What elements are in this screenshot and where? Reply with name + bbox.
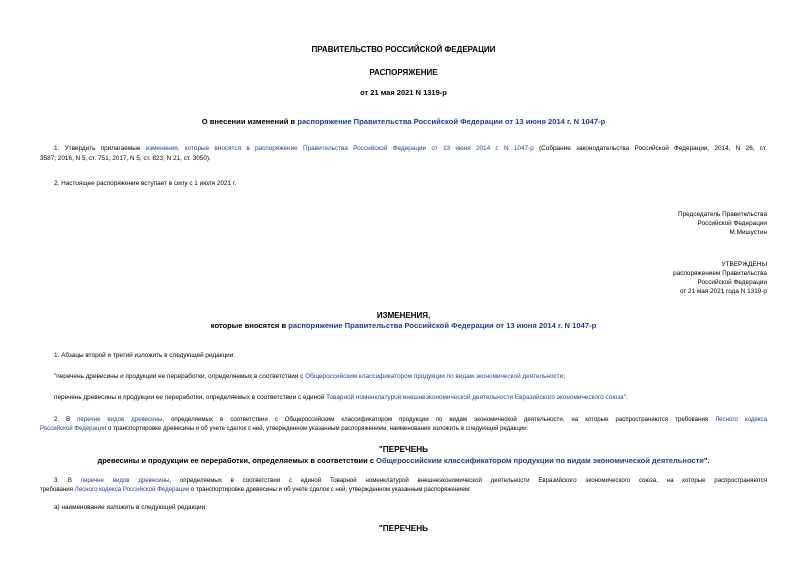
change-1-para-b <box>54 394 628 402</box>
government-name: ПРАВИТЕЛЬСТВО РОССИЙСКОЙ ФЕДЕРАЦИИ <box>311 45 496 54</box>
approval-line: Российской Федерации <box>697 279 767 286</box>
document-type: РАСПОРЯЖЕНИЕ <box>369 68 438 77</box>
change-3-line2-end: о транспортировке древесины и об учете сделок с ней, утвержденном указанным распоряжением: <box>189 486 471 493</box>
change-1b-link[interactable]: Товарной номенклатурой внешнеэкономической деятельности Евразийского экономического союза <box>326 394 624 401</box>
approval-line: УТВЕРЖДЕНЫ <box>721 261 767 268</box>
document-title <box>0 117 807 126</box>
signature-line: Председатель Правительства <box>678 211 767 218</box>
change-3-code-link[interactable]: Лесного кодекса Российской Федерации <box>74 486 190 493</box>
change-2-line2-text: о транспортировке древесины и об учете сделок с ней, утвержденном указанным распоряжением, наименование изложить в следующей редакции: <box>106 425 529 432</box>
change-1-para-a <box>54 373 565 381</box>
change-3 <box>54 477 767 485</box>
list-subtitle-suffix: ". <box>703 456 710 465</box>
signature-line: Российской Федерации <box>697 220 767 227</box>
change-3-text: 3. В <box>54 477 81 484</box>
approval-block <box>673 260 767 296</box>
change-2-line2 <box>40 425 528 433</box>
change-1a-end: ; <box>563 373 565 380</box>
change-1a-text: "перечень древесины и продукции ее переработки, определяемых в соответствии с <box>54 373 306 380</box>
change-3-line2 <box>40 486 471 494</box>
change-1a-link[interactable]: Общероссийским классификатором продукции по видам экономической деятельности <box>305 373 564 380</box>
change-2-link[interactable]: перечне видов древесины <box>77 416 163 423</box>
change-2-code-link-cont[interactable]: Российской Федерации <box>40 425 107 432</box>
change-3-text-cont: , определяемых в соответствии с единой Товарной номенклатурой внешнеэкономической деятельности Евразийского экономического союза, на которые распространяются <box>169 477 767 484</box>
p1-link[interactable]: изменения, которые вносятся в распоряжение Правительства Российской Федерации от 13 июня 2014 г. N 1047-р <box>145 145 534 152</box>
paragraph-2: 2. Настоящее распоряжение вступает в силу с 1 июля 2021 г. <box>54 180 237 187</box>
change-2-text-cont: , определяемых в соответствии с Общероссийским классификатором продукции по видам экономической деятельности, на которые распространяются требования <box>162 416 716 423</box>
bottom-heading: "ПЕРЕЧЕНЬ <box>378 524 429 533</box>
list-subtitle <box>0 456 807 465</box>
p1-text-cont: (Собрание законодательства Российской Федерации, 2014, N 26, ст. <box>533 145 767 152</box>
list-heading: "ПЕРЕЧЕНЬ <box>378 445 429 454</box>
signature-line: М.Мишустин <box>729 229 767 236</box>
changes-heading: ИЗМЕНЕНИЯ, <box>376 311 431 320</box>
paragraph-1-line2: 3587; 2016, N 5, ст. 751; 2017, N 5, ст. 823; N 21, ст. 3050). <box>40 155 211 162</box>
change-1b-end: ". <box>623 394 628 401</box>
title-link[interactable]: распоряжение Правительства Российской Федерации от 13 июня 2014 г. N 1047-р <box>297 117 606 126</box>
signature-block <box>678 210 767 237</box>
approval-line: распоряжением Правительства <box>673 270 767 277</box>
change-2-text: 2. В <box>54 416 78 423</box>
change-2-code-link[interactable]: Лесного кодекса <box>715 416 767 423</box>
paragraph-1 <box>54 145 767 153</box>
list-subtitle-link[interactable]: Общероссийским классификатором продукции по видам экономической деятельности <box>376 456 704 465</box>
change-1: 1. Абзацы второй и третий изложить в следующей редакции: <box>54 352 236 359</box>
title-prefix: О внесении изменений в <box>201 117 298 126</box>
changes-subtitle <box>0 321 807 330</box>
change-1b-text: перечень древесины и продукции ее переработки, определяемых в соответствии с единой <box>54 394 327 401</box>
change-3-link[interactable]: перечне видов древесины <box>80 477 170 484</box>
change-3-line2-text: требования <box>40 486 75 493</box>
p1-text: 1. Утвердить прилагаемые <box>54 145 146 152</box>
approval-line: от 21 мая 2021 года N 1319-р <box>679 288 767 295</box>
changes-subtitle-link[interactable]: распоряжение Правительства Российской Федерации от 13 июня 2014 г. N 1047-р <box>288 321 597 330</box>
changes-subtitle-prefix: которые вносятся в <box>210 321 289 330</box>
document-date: от 21 мая 2021 N 1319-р <box>360 88 447 97</box>
change-3-item-a: а) наименование изложить в следующей редакции: <box>54 504 207 511</box>
change-2 <box>54 416 767 424</box>
list-subtitle-prefix: древесины и продукции ее переработки, определяемых в соответствии с <box>97 456 377 465</box>
